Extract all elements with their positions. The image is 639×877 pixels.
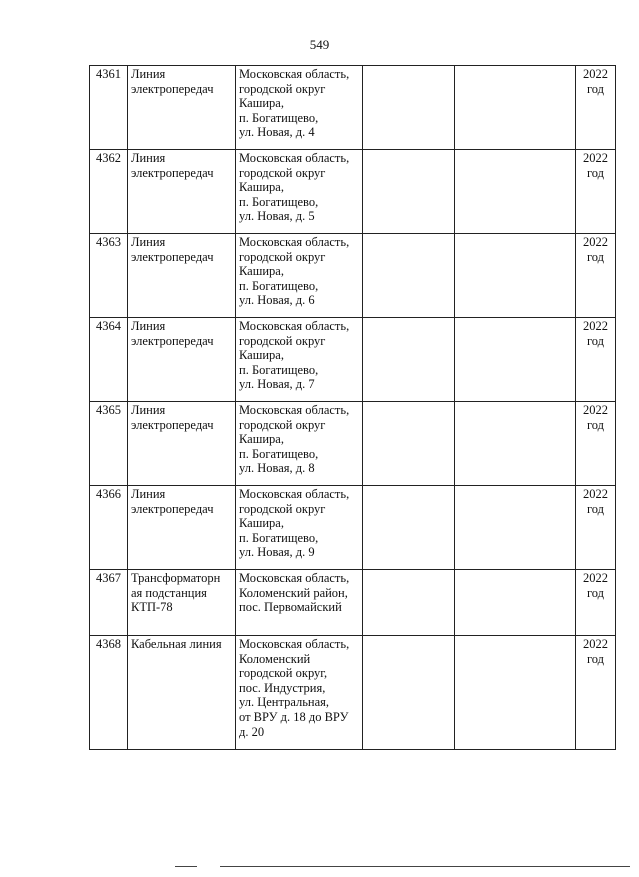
cell-line: Кашира, [239,180,284,195]
table-row [90,570,616,636]
object-name-cell [128,150,236,234]
cell-line: п. Богатищево, [239,194,319,209]
cell-line: год [586,165,605,180]
page-number: 549 [309,37,330,52]
empty-cell-5 [455,486,576,570]
empty-cell-4 [363,486,455,570]
table-row [90,402,616,486]
object-name-cell [128,66,236,150]
address-cell [236,66,363,150]
object-name-cell [128,570,236,636]
year-cell [576,234,616,318]
row-number: 4361 [96,67,121,81]
cell-line: 2022 [583,403,608,417]
empty-cell-4 [363,66,455,150]
row-number: 4368 [96,637,121,651]
cell-line: год [586,249,605,264]
table-row [90,486,616,570]
cell-line: Линия [131,403,166,417]
cell-line: ул. Новая, д. 7 [239,377,315,392]
empty-cell-5 [455,234,576,318]
cell-line: д. 20 [239,724,265,739]
address-cell [236,486,363,570]
cell-line: ул. Центральная, [239,695,330,710]
object-name-cell [128,402,236,486]
cell-line: Кабельная линия [131,637,222,651]
cell-line: год [586,81,605,96]
row-number-cell [90,234,128,318]
empty-cell-4 [363,570,455,636]
cell-line: Московская область, [239,235,350,249]
row-number-cell [90,318,128,402]
empty-cell-4 [363,402,455,486]
empty-cell-5 [455,570,576,636]
cell-line: электропередач [131,81,214,96]
cell-line: Линия [131,319,166,333]
row-number-cell [90,66,128,150]
row-number: 4363 [96,235,121,249]
footer-rule [220,866,630,867]
row-number-cell [90,402,128,486]
empty-cell-4 [363,234,455,318]
cell-line: п. Богатищево, [239,278,319,293]
address-cell [236,570,363,636]
registry-table [89,65,616,750]
footer-rule-short [175,866,197,867]
cell-line: Трансформаторн [131,571,221,585]
cell-line: Московская область, [239,151,350,165]
cell-line: год [586,333,605,348]
cell-line: ул. Новая, д. 5 [239,209,315,224]
empty-cell-5 [455,318,576,402]
cell-line: Кашира, [239,96,284,111]
year-cell [576,66,616,150]
cell-line: Московская область, [239,637,350,651]
empty-cell-4 [363,150,455,234]
object-name-cell [128,318,236,402]
empty-cell-5 [455,66,576,150]
object-name-cell [128,486,236,570]
cell-line: 2022 [583,67,608,81]
row-number-cell [90,570,128,636]
year-cell [576,402,616,486]
year-cell [576,150,616,234]
cell-line: электропередач [131,501,214,516]
cell-line: городской округ, [239,666,328,681]
cell-line: Московская область, [239,403,350,417]
cell-line: 2022 [583,571,608,585]
row-number-cell [90,486,128,570]
cell-line: городской округ [239,165,326,180]
table-row [90,234,616,318]
cell-line: ул. Новая, д. 6 [239,293,315,308]
row-number-cell [90,150,128,234]
cell-line: Линия [131,151,166,165]
cell-line: Кашира, [239,432,284,447]
cell-line: п. Богатищево, [239,110,319,125]
cell-line: Кашира, [239,348,284,363]
cell-line: Московская область, [239,319,350,333]
table-row [90,318,616,402]
empty-cell-5 [455,150,576,234]
empty-cell-5 [455,636,576,750]
object-name-cell [128,234,236,318]
cell-line: Линия [131,67,166,81]
address-cell [236,234,363,318]
row-number: 4367 [96,571,121,585]
cell-line: 2022 [583,319,608,333]
cell-line: п. Богатищево, [239,530,319,545]
empty-cell-4 [363,636,455,750]
cell-line: год [586,651,605,666]
year-cell [576,570,616,636]
table-row [90,636,616,750]
cell-line: электропередач [131,165,214,180]
row-number-cell [90,636,128,750]
cell-line: Кашира, [239,264,284,279]
cell-line: городской округ [239,249,326,264]
cell-line: Линия [131,235,166,249]
cell-line: городской округ [239,333,326,348]
address-cell [236,318,363,402]
table-row [90,150,616,234]
empty-cell-4 [363,318,455,402]
registry-table-body [90,66,616,750]
cell-line: Коломенский район, [239,585,348,600]
cell-line: 2022 [583,637,608,651]
cell-line: Московская область, [239,487,350,501]
row-number: 4366 [96,487,121,501]
row-number: 4365 [96,403,121,417]
row-number: 4362 [96,151,121,165]
cell-line: городской округ [239,501,326,516]
cell-line: электропередач [131,333,214,348]
cell-line: п. Богатищево, [239,362,319,377]
cell-line: 2022 [583,151,608,165]
cell-line: 2022 [583,487,608,501]
cell-line: ул. Новая, д. 9 [239,545,315,560]
address-cell [236,402,363,486]
table-row [90,66,616,150]
cell-line: от ВРУ д. 18 до ВРУ [239,709,349,724]
cell-line: 2022 [583,235,608,249]
object-name-cell [128,636,236,750]
cell-line: пос. Индустрия, [239,680,326,695]
cell-line: ул. Новая, д. 8 [239,461,315,476]
cell-line: год [586,501,605,516]
cell-line: городской округ [239,81,326,96]
address-cell [236,636,363,750]
empty-cell-5 [455,402,576,486]
cell-line: КТП-78 [131,600,173,615]
cell-line: год [586,417,605,432]
cell-line: электропередач [131,417,214,432]
cell-line: год [586,585,605,600]
year-cell [576,636,616,750]
row-number: 4364 [96,319,121,333]
cell-line: ул. Новая, д. 4 [239,125,315,140]
cell-line: Московская область, [239,571,350,585]
cell-line: Кашира, [239,516,284,531]
cell-line: п. Богатищево, [239,446,319,461]
year-cell [576,318,616,402]
cell-line: электропередач [131,249,214,264]
cell-line: Коломенский [239,651,311,666]
cell-line: Линия [131,487,166,501]
year-cell [576,486,616,570]
cell-line: пос. Первомайский [239,600,342,615]
address-cell [236,150,363,234]
cell-line: Московская область, [239,67,350,81]
cell-line: ая подстанция [131,585,207,600]
cell-line: городской округ [239,417,326,432]
